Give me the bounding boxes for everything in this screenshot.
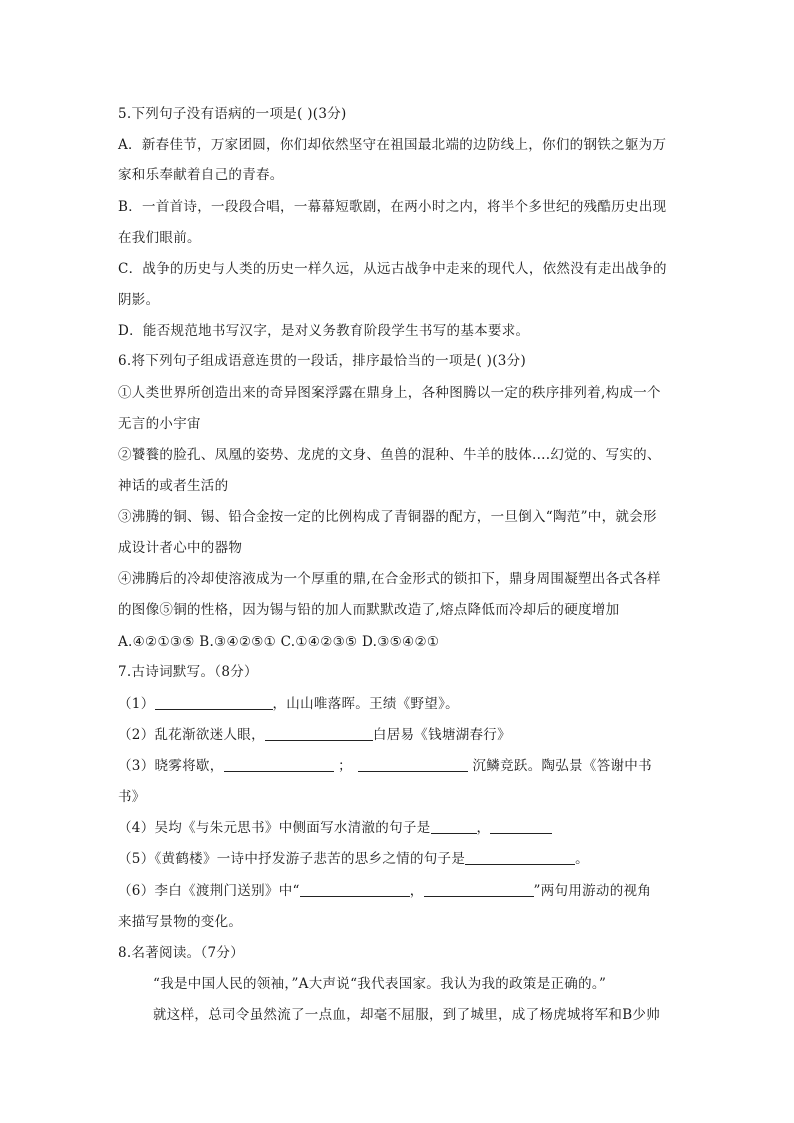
q7-item-6-blank-1[interactable] (300, 882, 410, 897)
q5-stem: 5.下列句子没有语病的一项是( )(3分) (118, 106, 347, 122)
q7-item-4 (118, 818, 552, 838)
q5-option-a-line1: A．新春佳节，万家团圆，你们却依然坚守在祖国最北端的边防线上，你们的钢铁之躯为万 (118, 137, 667, 153)
q7-item-4-sep: ， (476, 820, 491, 836)
q7-item-1-blank[interactable] (155, 695, 273, 710)
q7-item-4-text: （4）吴均《与朱元思书》中侧面写水清澈的句子是 (118, 820, 431, 836)
q7-item-3-blank-2[interactable] (358, 757, 468, 772)
q8-paragraph-1: “我是中国人民的领袖，”A大声说“我代表国家。我认为我的政策是正确的。” (153, 976, 607, 992)
q7-item-5 (118, 849, 589, 869)
q7-item-3-sep: ； (333, 758, 352, 774)
q7-item-3-cont: 书》 (118, 789, 146, 805)
q6-sentence-3-line2: 成设计者心中的器物 (118, 540, 243, 556)
q7-item-2 (118, 725, 511, 745)
q5-option-d: D．能否规范地书写汉字，是对义务教育阶段学生书写的基本要求。 (118, 323, 530, 339)
q7-item-3-blank-1[interactable] (224, 757, 334, 772)
q7-item-4-blank-1[interactable] (431, 819, 477, 834)
q7-item-5-blank[interactable] (465, 850, 575, 865)
q5-option-a-line2: 家和乐奉献着自己的青春。 (118, 167, 284, 183)
q6-sentence-4-line2: 的图像⑤铜的性格，因为锡与铅的加人而默默改造了,熔点降低而冷却后的硬度增加 (118, 602, 620, 618)
q7-item-1-label: （1） (118, 696, 155, 712)
q7-item-6-cont: 来描写景物的变化。 (118, 914, 243, 930)
q7-item-2-blank[interactable] (265, 726, 373, 741)
q8-paragraph-2: 就这样，总司令虽然流了一点血，却毫不屈服，到了城里，成了杨虎城将军和B少帅 (153, 1007, 661, 1023)
q7-item-6-tail: ”两句用游动的视角 (533, 883, 652, 899)
q5-option-c-line1: C．战争的历史与人类的历史一样久远，从远古战争中走来的现代人，依然没有走出战争的 (118, 261, 667, 277)
q5-option-c-line2: 阴影。 (118, 292, 160, 308)
q6-sentence-3-line1: ③沸腾的铜、锡、铅合金按一定的比例构成了青铜器的配方，一旦倒入“陶范”中，就会形 (118, 509, 657, 525)
q7-item-3-text: （3）晓雾将歇， (118, 758, 224, 774)
q8-stem: 8.名著阅读。（7分） (118, 945, 245, 961)
q5-option-b-line2: 在我们眼前。 (118, 230, 201, 246)
q6-stem: 6.将下列句子组成语意连贯的一段话，排序最恰当的一项是( )(3分) (118, 353, 527, 369)
q7-item-2-text: （2）乱花渐欲迷人眼， (118, 727, 265, 743)
q6-sentence-1-line1: ①人类世界所创造出来的奇异图案浮露在鼎身上，各种图腾以一定的秩序排列着,构成一个 (118, 385, 661, 401)
q7-item-4-blank-2[interactable] (490, 819, 552, 834)
q7-item-6-sep: ， (409, 883, 424, 899)
q7-item-6-blank-2[interactable] (424, 882, 534, 897)
q6-sentence-1-line2: 无言的小宇宙 (118, 416, 201, 432)
q6-options: A.④②①③⑤ B.③④②⑤① C.①④②③⑤ D.③⑤④②① (118, 634, 440, 650)
q7-item-1 (118, 694, 459, 714)
q7-item-5-end: 。 (575, 851, 589, 867)
q7-item-3 (118, 756, 652, 776)
q7-item-6 (118, 881, 651, 901)
q7-item-2-source: 白居易《钱塘湖春行》 (372, 727, 511, 743)
q7-item-5-text: （5）《黄鹤楼》一诗中抒发游子悲苦的思乡之情的句子是 (118, 851, 466, 867)
q7-item-3-source: 沉鳞竞跃。陶弘景《答谢中书 (467, 758, 652, 774)
q7-item-6-text: （6）李白《渡荆门送别》中“ (118, 883, 300, 899)
q6-sentence-2-line1: ②饕餮的脸孔、凤凰的姿势、龙虎的文身、鱼兽的混种、牛羊的肢体....幻觉的、写实的、 (118, 447, 661, 463)
q6-sentence-4-line1: ④沸腾后的冷却使溶液成为一个厚重的鼎,在合金形式的锁扣下，鼎身周围凝塑出各式各样 (118, 571, 661, 587)
q7-item-1-text: ，山山唯落晖。王绩《野望》。 (272, 696, 459, 712)
q5-option-b-line1: B．一首首诗，一段段合唱，一幕幕短歌剧，在两小时之内，将半个多世纪的残酷历史出现 (118, 199, 667, 215)
q7-stem: 7.古诗词默写。（8分） (118, 664, 258, 680)
q6-sentence-2-line2: 神话的或者生活的 (118, 478, 229, 494)
